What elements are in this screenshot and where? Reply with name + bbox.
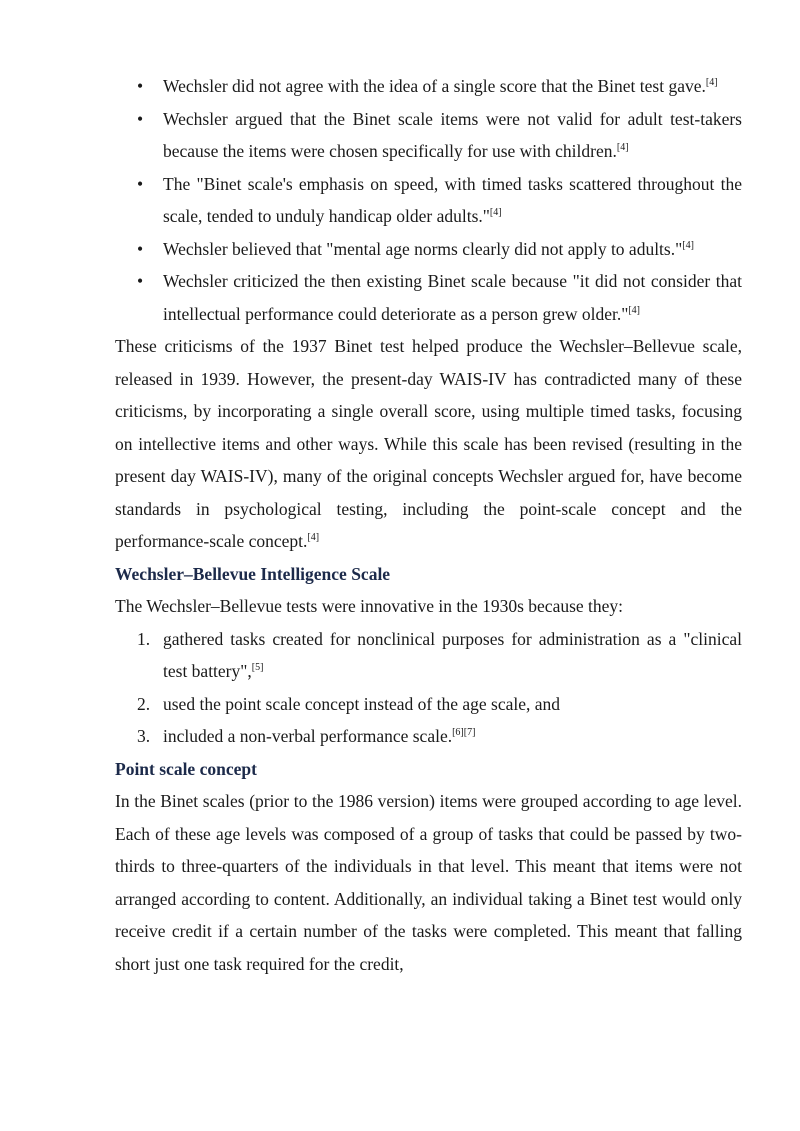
list-item-text: Wechsler argued that the Binet scale items were not valid for adult test-takers because the items were chosen specifically for use with children. bbox=[163, 108, 742, 161]
paragraph-text: These criticisms of the 1937 Binet test helped produce the Wechsler–Bellevue scale, released in 1939. However, the present-day WAIS-IV has contradicted many of these criticisms, by incorporating a single overall score, using multiple timed tasks, focusing on intellective items and other ways. While this scale has been revised (resulting in the present day WAIS-IV), many of the original concepts Wechsler argued for, have become standards in psychological testing, including the point-scale concept and the performance-scale concept. bbox=[115, 336, 742, 551]
list-item-text: used the point scale concept instead of the age scale, and bbox=[163, 693, 560, 714]
list-item bbox=[115, 168, 742, 233]
citation-link[interactable]: [6][7] bbox=[452, 727, 476, 738]
list-item bbox=[115, 623, 742, 688]
bullet-icon: • bbox=[137, 173, 144, 194]
citation-link[interactable]: [4] bbox=[705, 77, 718, 88]
bullet-icon: • bbox=[137, 108, 144, 129]
list-item bbox=[115, 103, 742, 168]
citation-link[interactable]: [5] bbox=[251, 662, 264, 673]
bullet-icon: • bbox=[137, 76, 144, 96]
list-item-text: included a non-verbal performance scale. bbox=[163, 726, 453, 746]
list-item bbox=[115, 720, 742, 753]
citation-link[interactable]: [4] bbox=[682, 239, 694, 251]
citation-link[interactable]: [4] bbox=[616, 142, 629, 153]
paragraph-point-scale: In the Binet scales (prior to the 1986 version) items were grouped according to age level. Each of these age levels was composed of a group of tasks that could be passed by two-thirds to three-quarters of the individuals in that level. This meant that items were not arranged according to content. Additionally, an individual taking a Binet test would only receive credit if a certain number of the tasks were completed. This meant that falling short just one task required for the credit, bbox=[115, 791, 742, 974]
list-item-text: Wechsler criticized the then existing Binet scale because "it did not consider that intellectual performance could deteriorate as a person grew older." bbox=[163, 271, 742, 324]
list-number: 1. bbox=[137, 628, 151, 649]
list-item-text: Wechsler believed that "mental age norms clearly did not apply to adults." bbox=[163, 238, 683, 259]
list-number: 3. bbox=[137, 726, 151, 746]
section-heading-wechsler-bellevue: Wechsler–Bellevue Intelligence Scale bbox=[115, 563, 391, 584]
citation-link[interactable]: [4] bbox=[307, 532, 320, 543]
list-item-text: The "Binet scale's emphasis on speed, with timed tasks scattered throughout the scale, tended to unduly handicap older adults." bbox=[163, 173, 742, 226]
list-number: 2. bbox=[137, 693, 151, 714]
citation-link[interactable]: [4] bbox=[489, 207, 502, 218]
list-item bbox=[115, 233, 742, 266]
criticism-list bbox=[115, 70, 742, 330]
bullet-icon: • bbox=[137, 271, 144, 291]
section-heading-point-scale: Point scale concept bbox=[115, 758, 257, 779]
bullet-icon: • bbox=[137, 238, 144, 259]
citation-link[interactable]: [4] bbox=[628, 304, 641, 316]
list-item-text: gathered tasks created for nonclinical purposes for administration as a "clinical test battery", bbox=[163, 628, 742, 681]
list-item bbox=[115, 265, 742, 330]
paragraph-intro: The Wechsler–Bellevue tests were innovative in the 1930s because they: bbox=[115, 596, 624, 616]
list-item bbox=[115, 70, 742, 103]
list-item-text: Wechsler did not agree with the idea of a single score that the Binet test gave. bbox=[163, 76, 706, 96]
paragraph-criticisms bbox=[115, 330, 742, 558]
innovation-list bbox=[115, 623, 742, 753]
document-page bbox=[115, 70, 742, 980]
list-item bbox=[115, 688, 742, 721]
